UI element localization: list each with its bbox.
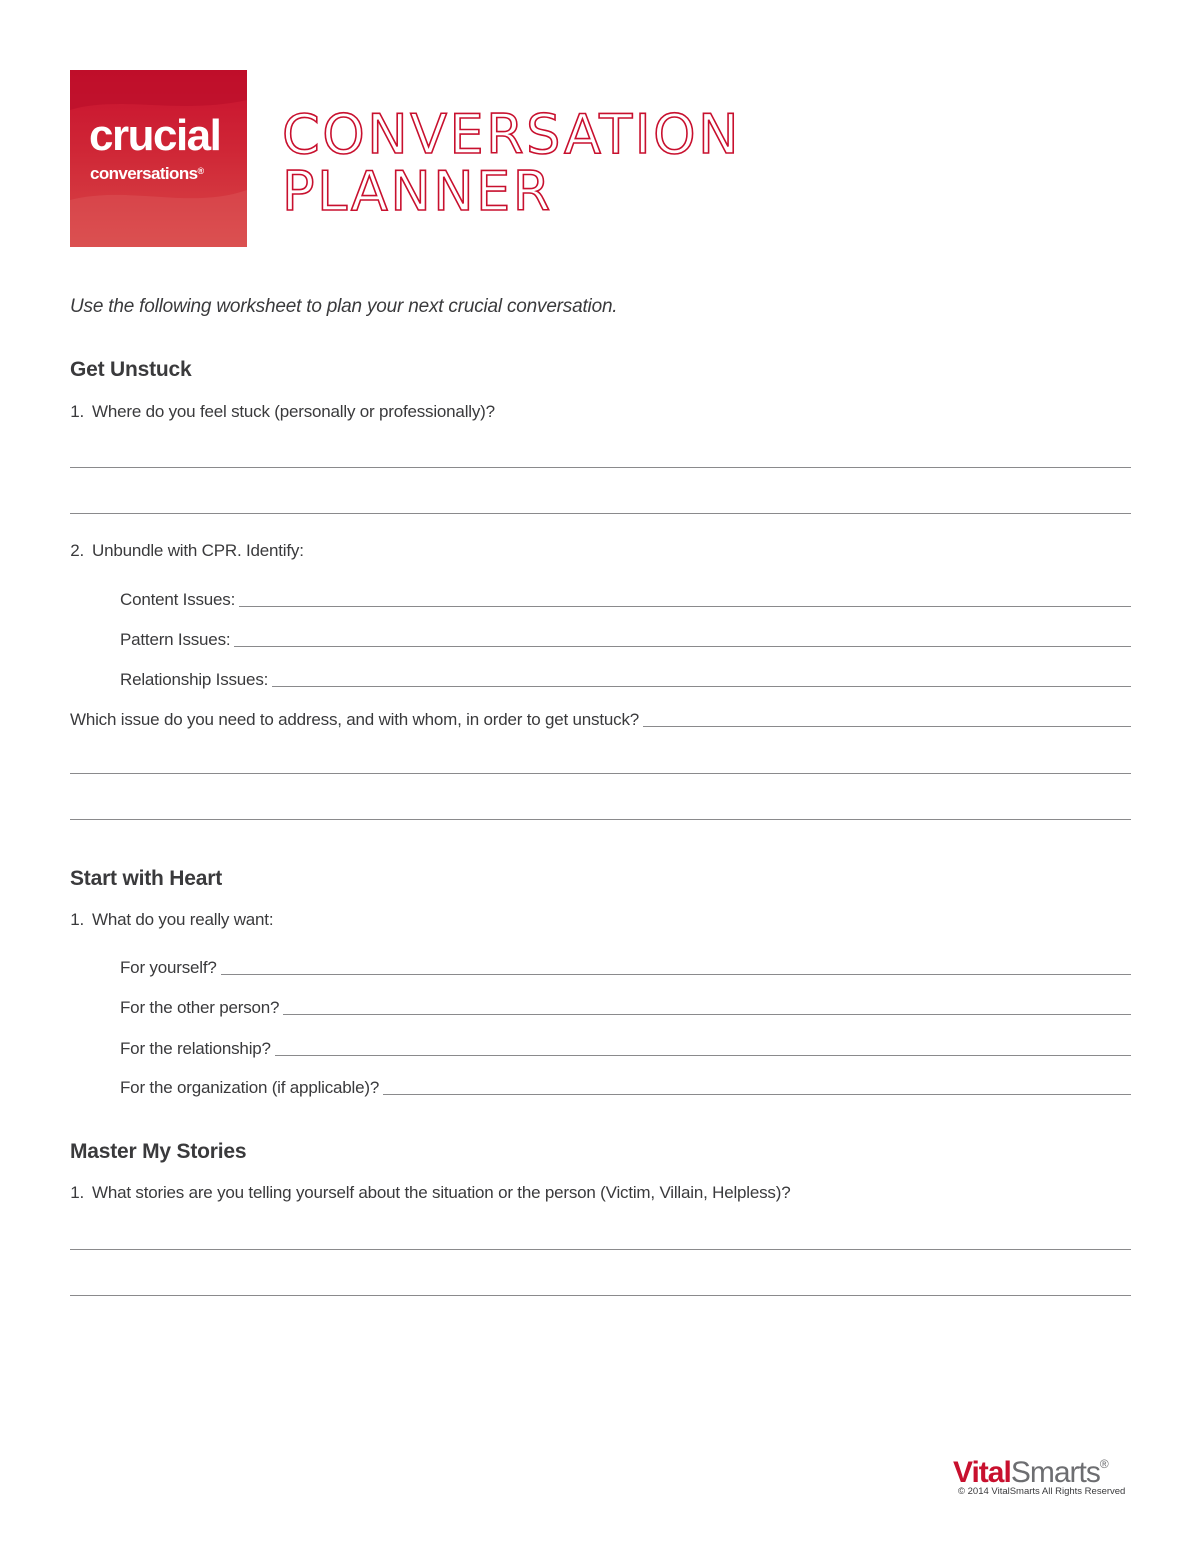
logo-word-conversations-text: conversations <box>90 164 198 183</box>
crucial-conversations-logo <box>70 70 247 247</box>
answer-line[interactable] <box>70 467 1131 468</box>
question-text: Unbundle with CPR. Identify: <box>92 541 304 560</box>
brand-bold: Vital <box>953 1456 1011 1489</box>
field-pattern-issues <box>120 630 1131 650</box>
field-label: Pattern Issues: <box>120 630 231 649</box>
question-text: Where do you feel stuck (personally or professionally)? <box>92 402 495 421</box>
field-label: For the relationship? <box>120 1039 271 1058</box>
answer-line[interactable] <box>272 686 1131 687</box>
answer-line[interactable] <box>275 1055 1131 1056</box>
question-what-stories <box>62 1183 790 1203</box>
question-what-want <box>62 910 273 930</box>
logo-registered-mark: ® <box>197 166 204 176</box>
question-text: What stories are you telling yourself about the situation or the person (Victim, Villain, Helpless)? <box>92 1183 791 1202</box>
logo-word-crucial: crucial <box>89 111 221 160</box>
answer-line[interactable] <box>283 1014 1131 1015</box>
field-label: For yourself? <box>120 958 217 977</box>
field-relationship-issues <box>120 670 1131 690</box>
answer-line[interactable] <box>239 606 1131 607</box>
section-heading-master-my-stories: Master My Stories <box>70 1140 247 1163</box>
field-which-issue <box>70 710 1131 730</box>
page-title-line1: CONVERSATION <box>282 103 742 166</box>
answer-line[interactable] <box>643 726 1131 727</box>
answer-line[interactable] <box>70 1249 1131 1250</box>
question-where-stuck <box>62 402 495 422</box>
question-text: What do you really want: <box>92 910 274 929</box>
section-heading-get-unstuck: Get Unstuck <box>70 358 192 381</box>
answer-line[interactable] <box>234 646 1131 647</box>
brand-registered-mark: ® <box>1099 1457 1108 1471</box>
answer-line[interactable] <box>383 1094 1131 1095</box>
field-label: For the other person? <box>120 998 280 1017</box>
answer-line[interactable] <box>70 819 1131 820</box>
copyright-text: © 2014 VitalSmarts All Rights Reserved <box>958 1486 1126 1497</box>
intro-text: Use the following worksheet to plan your next crucial conversation. <box>70 296 618 317</box>
logo-word-conversations <box>90 162 204 183</box>
answer-line[interactable] <box>221 974 1131 975</box>
answer-line[interactable] <box>70 513 1131 514</box>
section-heading-start-with-heart: Start with Heart <box>70 867 222 890</box>
field-for-other-person <box>120 998 1131 1018</box>
page-title-line2: PLANNER <box>282 160 553 223</box>
field-label: For the organization (if applicable)? <box>120 1078 380 1097</box>
answer-line[interactable] <box>70 1295 1131 1296</box>
field-label: Which issue do you need to address, and with whom, in order to get unstuck? <box>70 710 639 729</box>
question-number: 1. <box>70 402 84 421</box>
vitalsmarts-logo <box>953 1447 1108 1490</box>
answer-line[interactable] <box>70 773 1131 774</box>
brand-light: Smarts <box>1010 1456 1100 1489</box>
field-label: Relationship Issues: <box>120 670 269 689</box>
question-unbundle-cpr <box>62 541 304 561</box>
question-number: 2. <box>70 541 84 560</box>
field-for-organization <box>120 1078 1131 1098</box>
field-for-yourself <box>120 958 1131 978</box>
question-number: 1. <box>70 910 84 929</box>
field-label: Content Issues: <box>120 590 236 609</box>
field-content-issues <box>120 590 1131 610</box>
field-for-relationship <box>120 1039 1131 1059</box>
question-number: 1. <box>70 1183 84 1202</box>
